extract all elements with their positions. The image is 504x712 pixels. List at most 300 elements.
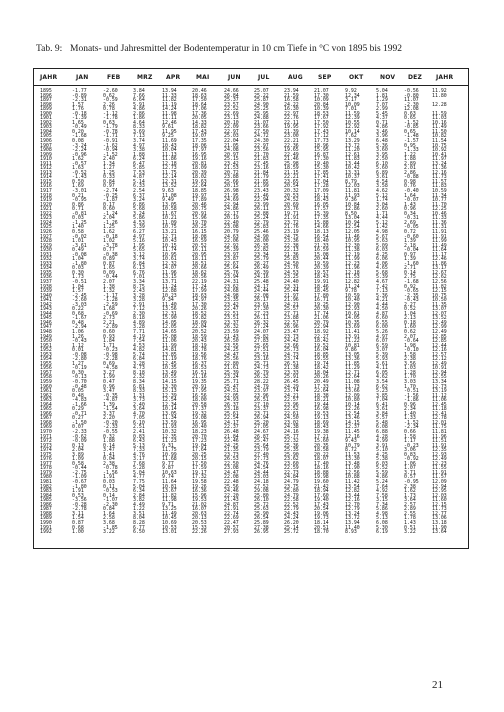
value-cell: 18.45 [314, 288, 329, 295]
value-cell: 6.86 [133, 201, 145, 208]
value-cell: 13.24 [432, 160, 447, 167]
year-cell: 1918 [40, 192, 52, 199]
value-cell: 22.21 [284, 174, 299, 181]
value-cell: 11.75 [162, 169, 177, 176]
value-cell: 3.64 [404, 497, 416, 504]
value-cell: 17.43 [314, 501, 329, 508]
value-cell: 13.07 [432, 306, 447, 313]
value-cell: 16.05 [314, 201, 329, 208]
value-cell: 0.96 [404, 206, 416, 213]
value-cell: 11.60 [432, 497, 447, 504]
value-cell: 5.65 [133, 247, 145, 254]
value-cell: 23.94 [284, 88, 299, 94]
value-cell: 2.51 [133, 424, 145, 431]
value-cell: -0.95 [72, 197, 87, 204]
year-cell: 1905 [40, 133, 52, 140]
value-cell: 11.36 [432, 219, 447, 226]
value-cell: 17.67 [314, 115, 329, 122]
value-cell: -0.49 [72, 124, 87, 131]
value-cell: 25.61 [224, 410, 239, 417]
value-cell: 12.56 [432, 278, 447, 285]
value-cell: 25.48 [254, 278, 269, 285]
value-cell: 4.37 [376, 115, 388, 122]
year-cell: 1896 [40, 92, 52, 99]
value-cell: 12.79 [345, 506, 360, 513]
value-cell: 11.08 [345, 379, 360, 385]
value-cell: 26.32 [254, 319, 269, 326]
value-cell: 25.25 [254, 106, 269, 113]
value-cell: 3.61 [376, 406, 388, 413]
value-cell: 1.54 [72, 515, 84, 522]
value-cell: 11.24 [162, 283, 177, 290]
value-cell: 5.36 [376, 142, 388, 149]
value-cell: -1.12 [103, 110, 118, 117]
value-cell: -1.50 [72, 419, 87, 426]
value-cell: -0.88 [404, 174, 419, 181]
value-cell: 4.97 [376, 333, 388, 340]
value-cell: 13.71 [162, 278, 177, 285]
value-cell: 1.91 [72, 488, 84, 495]
value-cell: 16.04 [314, 347, 329, 354]
value-cell: 10.58 [162, 206, 177, 213]
value-cell: 0.93 [103, 333, 115, 340]
value-cell: 13.05 [162, 410, 177, 417]
value-cell: 4.70 [133, 410, 145, 417]
value-cell: 2.40 [133, 401, 145, 408]
value-cell: 1.34 [103, 160, 115, 167]
value-cell: 21.97 [284, 292, 299, 299]
year-cell: 1937 [40, 278, 52, 285]
value-cell: 23.99 [254, 201, 269, 208]
value-cell: 17.89 [192, 197, 207, 204]
value-cell: -0.13 [72, 374, 87, 381]
value-cell: 10.59 [345, 292, 360, 299]
table-body [34, 89, 468, 535]
value-cell: 20.39 [192, 169, 207, 176]
value-cell: 5.63 [376, 238, 388, 245]
value-cell: 15.39 [314, 210, 329, 217]
value-cell: 21.84 [224, 433, 239, 440]
value-cell: 25.89 [254, 519, 269, 526]
value-cell: 11.93 [162, 424, 177, 431]
value-cell: -1.09 [72, 474, 87, 481]
value-cell: 12.26 [345, 406, 360, 413]
value-cell: 1.60 [404, 324, 416, 331]
year-cell: 1981 [40, 479, 52, 486]
value-cell: 21.39 [284, 128, 299, 135]
value-cell: 21.02 [192, 501, 207, 508]
value-cell: 8.34 [133, 379, 145, 385]
value-cell: 1.04 [72, 256, 84, 263]
value-cell: 20.52 [192, 328, 207, 335]
value-cell: 22.73 [284, 469, 299, 476]
value-cell: 21.46 [284, 156, 299, 163]
value-cell: 0.71 [376, 119, 388, 126]
value-cell: 4.98 [376, 510, 388, 517]
value-cell: 18.82 [192, 124, 207, 131]
value-cell: 11.33 [162, 92, 177, 99]
value-cell: 3.96 [376, 133, 388, 140]
value-cell: 24.44 [254, 288, 269, 295]
value-cell: 4.65 [376, 265, 388, 272]
value-cell: 1.40 [404, 410, 416, 417]
value-cell: 10.14 [162, 406, 177, 413]
value-cell: 3.38 [133, 147, 145, 154]
value-cell: 5.57 [376, 415, 388, 422]
value-cell: 0.49 [72, 247, 84, 254]
value-cell: 4.86 [376, 474, 388, 481]
value-cell: 22.08 [254, 292, 269, 299]
value-cell: 26.45 [284, 379, 299, 385]
year-cell: 1961 [40, 388, 52, 395]
value-cell: -1.07 [103, 497, 118, 504]
value-cell: 3.11 [72, 510, 84, 517]
value-cell: 19.32 [192, 410, 207, 417]
value-cell: 12.41 [432, 410, 447, 417]
value-cell: 6.62 [376, 383, 388, 390]
value-cell: 3.69 [133, 128, 145, 135]
value-cell: 12.39 [162, 392, 177, 399]
year-cell: 1956 [40, 365, 52, 372]
value-cell: 3.37 [103, 410, 115, 417]
value-cell: 18.09 [192, 165, 207, 172]
value-cell: 20.95 [192, 251, 207, 258]
year-cell: 1899 [40, 106, 52, 113]
value-cell: 3.28 [133, 297, 145, 304]
value-cell: 19.65 [284, 147, 299, 154]
value-cell: 26.10 [254, 497, 269, 504]
value-cell: 9.78 [345, 288, 357, 295]
value-cell: 12.93 [345, 306, 360, 313]
value-cell: 3.17 [345, 97, 357, 104]
value-cell: 11.57 [432, 474, 447, 481]
value-cell: 0.96 [103, 383, 115, 390]
value-cell: -0.08 [72, 251, 87, 258]
value-cell: 12.44 [432, 342, 447, 349]
value-cell: 14.33 [192, 119, 207, 126]
value-cell: -0.89 [72, 92, 87, 99]
value-cell: 0.72 [404, 228, 416, 235]
value-cell: 23.24 [224, 374, 239, 381]
value-cell: 26.49 [254, 265, 269, 272]
value-cell: 3.28 [133, 324, 145, 331]
value-cell: -0.70 [72, 379, 87, 385]
value-cell: 3.89 [72, 451, 84, 458]
value-cell: 10.15 [162, 242, 177, 249]
value-cell: 5.04 [133, 469, 145, 476]
value-cell: 19.06 [314, 510, 329, 517]
value-cell: 2.20 [103, 415, 115, 422]
value-cell: 24.46 [224, 488, 239, 495]
value-cell: 0.97 [103, 183, 115, 190]
value-cell: 2.55 [404, 510, 416, 517]
table-number: Tab. 9: [36, 44, 63, 54]
value-cell: 12.54 [345, 410, 360, 417]
value-cell: 23.16 [254, 165, 269, 172]
value-cell: 27.10 [254, 401, 269, 408]
value-cell: 23.66 [284, 342, 299, 349]
value-cell: 10.14 [345, 401, 360, 408]
value-cell: -0.81 [72, 210, 87, 217]
value-cell: -0.02 [72, 233, 87, 240]
value-cell: 12.95 [432, 488, 447, 495]
value-cell: 14.97 [192, 297, 207, 304]
value-cell: 19.44 [314, 401, 329, 408]
value-cell: -0.31 [404, 215, 419, 222]
value-cell: 12.94 [432, 483, 447, 490]
value-cell: 6.06 [376, 256, 388, 263]
value-cell: 11.64 [162, 479, 177, 486]
value-cell: 18.43 [314, 424, 329, 431]
year-cell: 1992 [40, 529, 52, 536]
value-cell: 26.95 [254, 529, 269, 536]
value-cell: 11.12 [432, 392, 447, 399]
value-cell: 4.06 [376, 260, 388, 267]
value-cell: 16.30 [284, 106, 299, 113]
value-cell: 24.67 [254, 429, 269, 436]
value-cell: 13.30 [162, 383, 177, 390]
value-cell: 10.35 [345, 319, 360, 326]
value-cell: 1.25 [103, 169, 115, 176]
value-cell: 5.04 [133, 483, 145, 490]
value-cell: 12.90 [345, 301, 360, 308]
value-cell: -0.04 [404, 247, 419, 254]
year-cell: 1935 [40, 269, 52, 276]
value-cell: 9.36 [345, 197, 357, 204]
value-cell: 7.33 [133, 447, 145, 454]
value-cell: 16.36 [192, 488, 207, 495]
value-cell: -1.52 [404, 419, 419, 426]
value-cell: 5.16 [133, 238, 145, 245]
value-cell: 0.87 [103, 260, 115, 267]
value-cell: 7.53 [133, 169, 145, 176]
value-cell: 2.57 [404, 501, 416, 508]
table-row [34, 530, 468, 535]
year-cell: 1982 [40, 483, 52, 490]
value-cell: 15.33 [192, 524, 207, 531]
value-cell: 14.15 [345, 419, 360, 426]
value-cell: -1.56 [404, 392, 419, 399]
value-cell: 7.01 [133, 274, 145, 281]
year-cell: 1966 [40, 410, 52, 417]
value-cell: -2.89 [103, 324, 118, 331]
value-cell: 3.24 [133, 197, 145, 204]
value-cell: 3.28 [133, 360, 145, 367]
value-cell: 22.69 [224, 110, 239, 117]
value-cell: 24.66 [224, 88, 239, 94]
value-cell: 10.50 [432, 297, 447, 304]
value-cell: 12.67 [432, 269, 447, 276]
value-cell: -3.03 [72, 301, 87, 308]
value-cell: 20.63 [192, 510, 207, 517]
value-cell: 14.66 [314, 224, 329, 231]
value-cell: 12.71 [162, 233, 177, 240]
value-cell: 18.85 [314, 351, 329, 358]
value-cell: 7.05 [133, 415, 145, 422]
value-cell: 22.37 [224, 424, 239, 431]
value-cell: 10.55 [345, 119, 360, 126]
value-cell: 18.88 [314, 469, 329, 476]
value-cell: 1.32 [103, 288, 115, 295]
value-cell: 19.40 [314, 497, 329, 504]
value-cell: -2.35 [404, 292, 419, 299]
value-cell: 4.49 [133, 501, 145, 508]
value-cell: 6.27 [133, 228, 145, 235]
value-cell: 2.89 [404, 160, 416, 167]
value-cell: 23.36 [284, 238, 299, 245]
value-cell: 0.14 [103, 492, 115, 499]
value-cell: 23.18 [224, 406, 239, 413]
value-cell: 11.33 [432, 215, 447, 222]
value-cell: 20.26 [192, 306, 207, 313]
value-cell: 4.19 [133, 333, 145, 340]
value-cell: 20.25 [192, 224, 207, 231]
value-cell: 13.29 [345, 138, 360, 145]
value-cell: 18.85 [192, 188, 207, 195]
value-cell: 24.90 [254, 101, 269, 108]
value-cell: 12.05 [162, 324, 177, 331]
value-cell: 5.48 [376, 419, 388, 426]
value-cell: 1.28 [404, 369, 416, 376]
value-cell: 13.94 [345, 519, 360, 526]
value-cell: -1.62 [103, 142, 118, 149]
value-cell: 19.35 [192, 379, 207, 385]
value-cell: 20.81 [192, 160, 207, 167]
value-cell: 25.82 [254, 333, 269, 340]
value-cell: 11.13 [162, 151, 177, 158]
value-cell: 5.68 [376, 269, 388, 276]
value-cell: 13.49 [162, 369, 177, 376]
value-cell: 10.75 [432, 142, 447, 149]
value-cell: 0.34 [404, 210, 416, 217]
value-cell: 26.48 [224, 429, 239, 436]
value-cell: 7.71 [133, 328, 145, 335]
value-cell: 21.06 [314, 315, 329, 322]
value-cell: 19.91 [314, 278, 329, 285]
value-cell: 2.18 [404, 242, 416, 249]
year-cell: 1938 [40, 283, 52, 290]
value-cell: 17.95 [192, 388, 207, 395]
value-cell: 25.90 [254, 510, 269, 517]
year-cell: 1911 [40, 160, 52, 167]
value-cell: 15.96 [192, 492, 207, 499]
value-cell: 11.83 [345, 156, 360, 163]
year-cell: 1945 [40, 315, 52, 322]
value-cell: 5.23 [376, 388, 388, 395]
value-cell: -1.24 [103, 210, 118, 217]
value-cell: 24.88 [254, 115, 269, 122]
value-cell: -1.39 [72, 115, 87, 122]
value-cell: 21.61 [224, 365, 239, 372]
year-cell: 1985 [40, 497, 52, 504]
value-cell: -2.28 [103, 356, 118, 363]
value-cell: 24.87 [224, 501, 239, 508]
value-cell: 12.55 [432, 374, 447, 381]
value-cell: 12.57 [432, 351, 447, 358]
value-cell: -0.60 [404, 233, 419, 240]
value-cell: 22.92 [224, 242, 239, 249]
value-cell: 21.84 [254, 169, 269, 176]
value-cell: 18.07 [314, 456, 329, 463]
value-cell: 24.53 [284, 269, 299, 276]
value-cell: 6.60 [376, 315, 388, 322]
value-cell: -0.05 [404, 224, 419, 231]
value-cell: 0.05 [72, 388, 84, 395]
value-cell: 0.13 [72, 442, 84, 449]
value-cell: -1.28 [103, 297, 118, 304]
value-cell: 12.92 [345, 124, 360, 131]
value-cell: 6.33 [133, 183, 145, 190]
value-cell: 6.48 [376, 138, 388, 145]
value-cell: 16.71 [314, 297, 329, 304]
value-cell: 0.57 [404, 474, 416, 481]
value-cell: 3.12 [133, 251, 145, 258]
value-cell: 27.51 [254, 347, 269, 354]
value-cell: 0.48 [72, 319, 84, 326]
value-cell: 5.38 [376, 456, 388, 463]
value-cell: 15.96 [192, 215, 207, 222]
year-cell: 1944 [40, 310, 52, 317]
value-cell: 12.19 [345, 251, 360, 258]
value-cell: 4.76 [133, 451, 145, 458]
value-cell: 3.84 [376, 410, 388, 417]
value-cell: -2.33 [72, 429, 87, 436]
value-cell: 8.75 [133, 283, 145, 290]
value-cell: 12.88 [162, 288, 177, 295]
value-cell: 11.96 [162, 269, 177, 276]
value-cell: 22.82 [254, 247, 269, 254]
value-cell: 1.03 [404, 365, 416, 372]
value-cell: 6.10 [376, 160, 388, 167]
value-cell: 12.34 [345, 92, 360, 99]
value-cell: 26.96 [284, 324, 299, 331]
value-cell: 3.27 [103, 369, 115, 376]
value-cell: 23.16 [254, 356, 269, 363]
value-cell: 11.38 [345, 247, 360, 254]
value-cell: 13.19 [432, 388, 447, 395]
value-cell: -0.91 [103, 138, 118, 145]
value-cell: 6.89 [376, 169, 388, 176]
value-cell: 1.71 [376, 210, 388, 217]
column-header: JUL [258, 74, 270, 81]
value-cell: 0.62 [404, 328, 416, 335]
value-cell: 20.70 [192, 433, 207, 440]
value-cell: -0.44 [72, 465, 87, 472]
value-cell: 19.26 [192, 483, 207, 490]
value-cell: 3.06 [404, 447, 416, 454]
value-cell: 3.91 [376, 442, 388, 449]
value-cell: 10.53 [162, 524, 177, 531]
value-cell: 2.27 [404, 301, 416, 308]
value-cell: 24.16 [254, 274, 269, 281]
value-cell: 24.31 [224, 278, 239, 285]
value-cell: 12.23 [432, 460, 447, 467]
value-cell: -3.78 [103, 242, 118, 249]
value-cell: 3.71 [404, 469, 416, 476]
year-cell: 1949 [40, 333, 52, 340]
value-cell: -0.38 [103, 251, 118, 258]
value-cell: 27.23 [254, 310, 269, 317]
value-cell: 5.91 [133, 101, 145, 108]
value-cell: 19.58 [192, 479, 207, 486]
value-cell: 24.50 [284, 415, 299, 422]
value-cell: 10.75 [162, 224, 177, 231]
value-cell: 0.60 [103, 328, 115, 335]
value-cell: 0.68 [72, 524, 84, 531]
value-cell: 21.07 [254, 119, 269, 126]
value-cell: 17.30 [192, 301, 207, 308]
year-cell: 1964 [40, 401, 52, 408]
